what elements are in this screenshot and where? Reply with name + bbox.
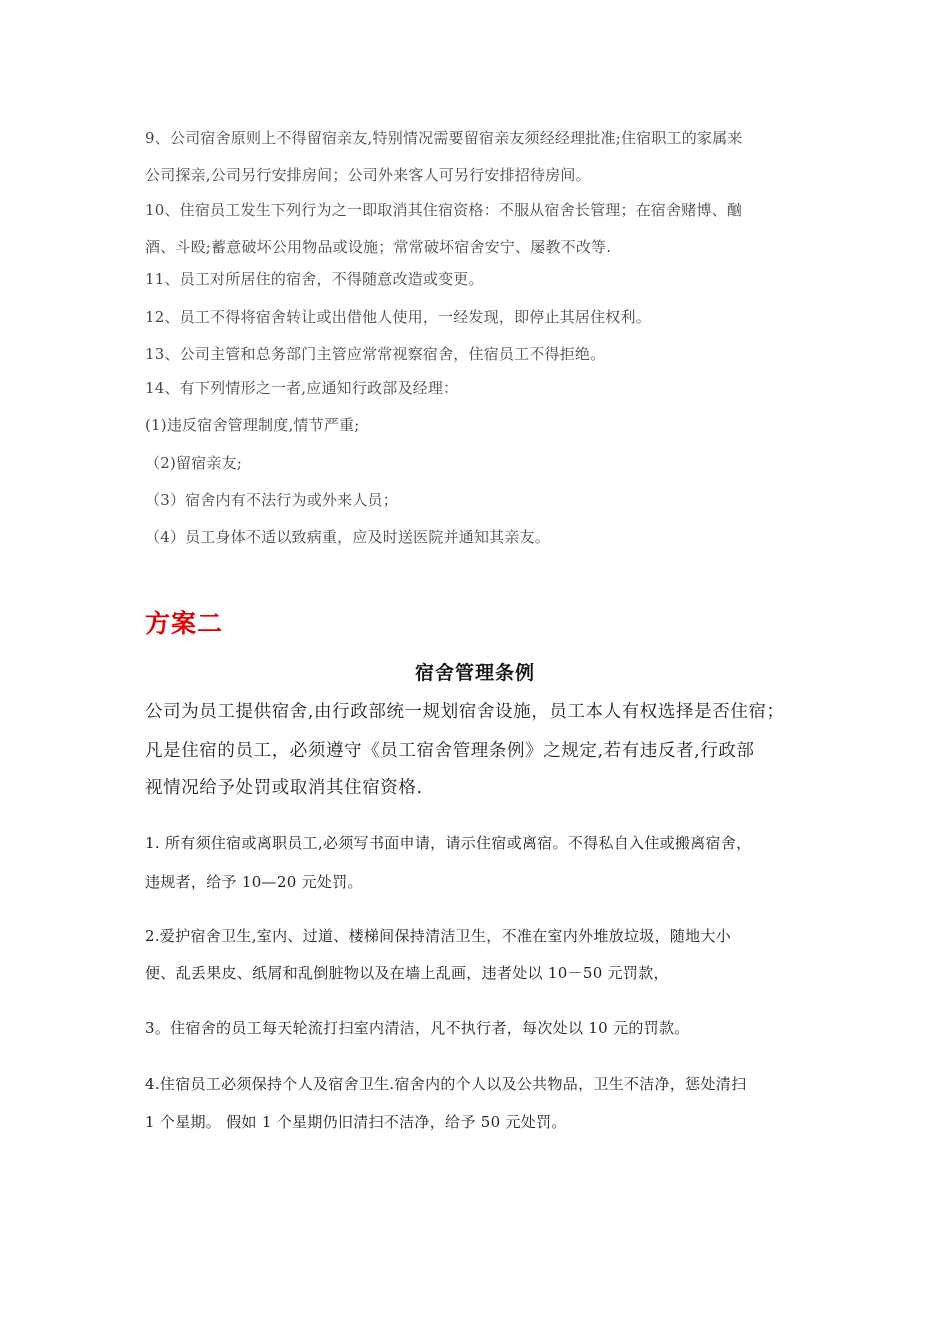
document-title: 宿舍管理条例 (414, 662, 535, 684)
paragraph-line: 10、住宿员工发生下列行为之一即取消其住宿资格：不服从宿舍长管理；在宿舍赌博、酗 (145, 201, 743, 219)
intro-line: 凡是住宿的员工，必须遵守《员工宿舍管理条例》之规定,若有违反者,行政部 (145, 741, 755, 761)
paragraph-line: （2)留宿亲友; (145, 454, 243, 472)
paragraph-line: （4）员工身体不适以致病重，应及时送医院并通知其亲友。 (145, 528, 550, 546)
rule-item-line: 便、乱丢果皮、纸屑和乱倒脏物以及在墙上乱画，违者处以 10－50 元罚款， (145, 964, 669, 982)
paragraph-line: 酒、斗殴;蓄意破坏公用物品或设施；常常破坏宿舍安宁、屡教不改等. (145, 238, 612, 256)
paragraph-line: 公司探亲,公司另行安排房间；公司外来客人可另行安排招待房间。 (145, 166, 591, 184)
rule-item-line: 4.住宿员工必须保持个人及宿舍卫生.宿舍内的个人以及公共物品，卫生不洁净，惩处清扫 (145, 1075, 747, 1093)
rule-item-line: 2.爱护宿舍卫生,室内、过道、楼梯间保持清洁卫生，不准在室内外堆放垃圾，随地大小 (145, 927, 732, 945)
rule-item-line: 1. 所有须住宿或离职员工,必须写书面申请，请示住宿或离宿。不得私自入住或搬离宿舍， (145, 834, 752, 852)
rule-item-line: 1 个星期。 假如 1 个星期仍旧清扫不洁净，给予 50 元处罚。 (145, 1113, 567, 1131)
paragraph-line: (1)违反宿舍管理制度,情节严重; (145, 416, 360, 434)
paragraph-line: （3）宿舍内有不法行为或外来人员； (145, 491, 398, 509)
rule-item-line: 3。住宿舍的员工每天轮流打扫室内清洁，凡不执行者，每次处以 10 元的罚款。 (145, 1019, 690, 1037)
paragraph-line: 14、有下列情形之一者,应通知行政部及经理： (145, 379, 459, 397)
paragraph-line: 11、员工对所居住的宿舍，不得随意改造或变更。 (145, 270, 484, 288)
paragraph-line: 13、公司主管和总务部门主管应常常视察宿舍，住宿员工不得拒绝。 (145, 345, 606, 363)
intro-line: 公司为员工提供宿舍,由行政部统一规划宿舍设施，员工本人有权选择是否住宿； (145, 702, 785, 722)
section-heading: 方案二 (145, 609, 224, 638)
paragraph-line: 12、员工不得将宿舍转让或出借他人使用，一经发现，即停止其居住权利。 (145, 308, 651, 326)
intro-line: 视情况给予处罚或取消其住宿资格. (145, 778, 423, 798)
rule-item-line: 违规者，给予 10—20 元处罚。 (145, 873, 363, 891)
paragraph-line: 9、公司宿舍原则上不得留宿亲友,特别情况需要留宿亲友须经经理批准;住宿职工的家属来 (145, 129, 743, 147)
